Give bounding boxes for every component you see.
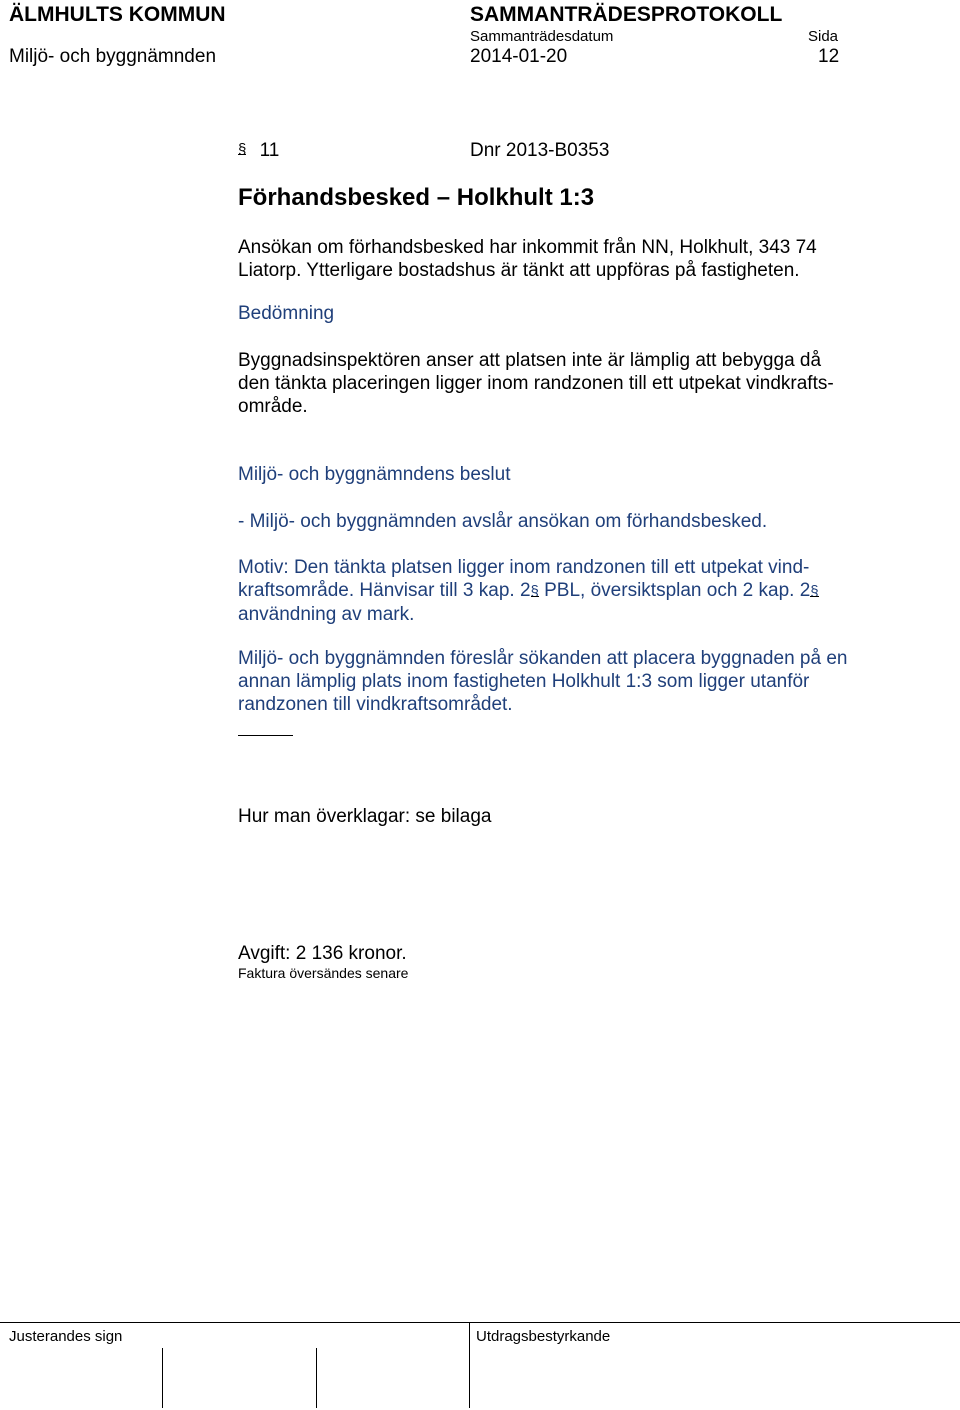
suggestion-line-1: Miljö- och byggnämnden föreslår sökanden att placera byggnaden på en <box>238 648 848 669</box>
committee-name: Miljö- och byggnämnden <box>9 46 217 67</box>
page-label: Sida <box>808 28 839 45</box>
meeting-date: 2014-01-20 <box>470 46 568 67</box>
page-number: 12 <box>818 46 840 67</box>
suggestion-line-2: annan lämplig plats inom fastigheten Holkhult 1:3 som ligger utanför <box>238 671 810 692</box>
assessment-line-2: den tänkta placeringen ligger inom randzonen till ett utpekat vindkrafts- <box>238 373 834 394</box>
decision-text: - Miljö- och byggnämnden avslår ansökan om förhandsbesked. <box>238 511 768 532</box>
org-name: ÄLMHULTS KOMMUN <box>9 3 226 26</box>
sign-divider <box>162 1348 163 1408</box>
item-title: Förhandsbesked – Holkhult 1:3 <box>238 184 595 211</box>
decision-heading: Miljö- och byggnämndens beslut <box>238 464 511 485</box>
assessment-heading: Bedömning <box>238 303 335 324</box>
case-number: Dnr 2013-B0353 <box>470 140 610 161</box>
section-symbol: § <box>530 583 539 600</box>
separator-rule <box>238 735 293 736</box>
intro-line-1: Ansökan om förhandsbesked har inkommit från NN, Holkhult, 343 74 <box>238 237 817 258</box>
intro-line-2: Liatorp. Ytterligare bostadshus är tänkt att uppföras på fastigheten. <box>238 260 800 281</box>
footer-rule <box>0 1322 960 1323</box>
fee-text: Avgift: 2 136 kronor. <box>238 943 407 964</box>
motive-line-2: kraftsområde. Hänvisar till 3 kap. 2§ PBL, översiktsplan och 2 kap. 2§ <box>238 580 819 601</box>
motive-text <box>238 556 819 626</box>
sign-divider <box>316 1348 317 1408</box>
certify-label: Utdragsbestyrkande <box>476 1328 611 1345</box>
section-symbol: § <box>238 141 247 158</box>
suggestion-text <box>238 647 847 716</box>
assessment-line-1: Byggnadsinspektören anser att platsen inte är lämplig att bebygga då <box>238 350 822 371</box>
suggestion-line-3: randzonen till vindkraftsområdet. <box>238 694 513 715</box>
date-label: Sammanträdesdatum <box>470 28 614 45</box>
invoice-note: Faktura översändes senare <box>238 965 409 981</box>
assessment-line-3: område. <box>238 396 308 417</box>
section-symbol: § <box>810 583 819 600</box>
item-number: 11 <box>259 140 280 161</box>
sign-label: Justerandes sign <box>9 1328 123 1345</box>
section-number-line <box>238 140 279 162</box>
appeal-text: Hur man överklagar: se bilaga <box>238 806 492 827</box>
motive-line-1: Motiv: Den tänkta platsen ligger inom randzonen till ett utpekat vind- <box>238 557 810 578</box>
motive-line-3: användning av mark. <box>238 604 415 625</box>
intro-text <box>238 236 817 282</box>
assessment-text <box>238 349 834 418</box>
footer-divider <box>469 1322 470 1408</box>
doc-type: SAMMANTRÄDESPROTOKOLL <box>470 3 783 26</box>
